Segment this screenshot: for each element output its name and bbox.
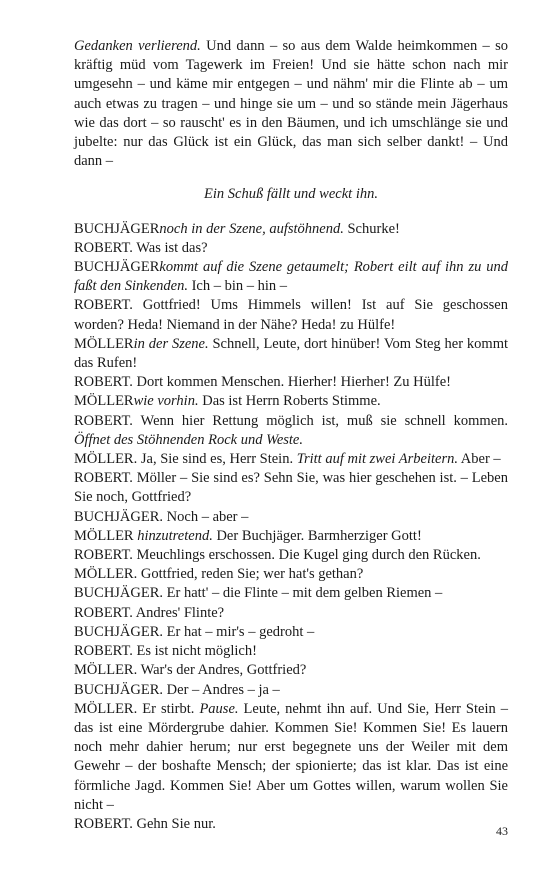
speech-text: Er stirbt. — [137, 700, 200, 717]
speaker-name: MÖLLER. — [74, 451, 138, 468]
speaker-name: BUCHJÄGER. — [74, 681, 164, 698]
speech-text: War's der Andres, Gottfried? — [137, 662, 307, 679]
dialogue-line — [74, 392, 508, 411]
dialogue-line — [74, 584, 508, 603]
speech-text: Schnell, Leute, dort hinüber! Vom Steg her kommt das Rufen! — [74, 335, 508, 372]
speech-text: Der – Andres – ja – — [163, 681, 280, 698]
stage-direction-inline: kommt auf die Szene getaumelt; Robert eilt auf ihn zu und faßt den Sinkenden. — [74, 259, 508, 295]
speaker-name: MÖLLER. — [74, 566, 138, 583]
dialogue-line — [74, 239, 508, 258]
speaker-name: ROBERT. — [74, 412, 133, 429]
dialogue-line — [74, 373, 508, 392]
stage-direction-inline: noch in der Szene, aufstöhnend. — [159, 220, 344, 237]
speaker-name: ROBERT. — [74, 643, 133, 660]
speech-text: Das ist Herrn Roberts Stimme. — [198, 393, 381, 410]
dialogue-line — [74, 565, 508, 584]
stage-direction-inline: Tritt auf mit zwei Arbeitern. — [296, 451, 458, 468]
dialogue-line — [74, 527, 508, 546]
speech-text: Er hat – mir's – gedroht – — [163, 623, 315, 640]
speech-text: Und dann – so aus dem Walde heimkommen – so kräftig müd vom Tagewerk im Freien! Und sie hätte schon nach mir umgesehn – und käme mir entgegen – und nähm' mir die Flinte ab – um auch etwas zu tragen – und hinge sie um – und so stände mein Jägerhaus wie das dort – so rauscht' es in den Bäumen, und ich umschlänge sie und jubelte: nur das Glück ist ein Glück, das man sich selber dankt! – Und dann – — [74, 38, 509, 170]
opening-paragraph — [74, 37, 508, 171]
dialogue-line — [74, 700, 508, 815]
stage-direction-inline: hinzutretend. — [137, 527, 213, 544]
stage-direction-inline: Gedanken verlierend. — [74, 38, 201, 54]
dialogue-line — [74, 258, 508, 296]
stage-direction-inline: in der Szene. — [133, 335, 209, 352]
speech-text: Gottfried, reden Sie; wer hat's gethan? — [137, 566, 364, 583]
speaker-name: MÖLLER — [74, 527, 134, 544]
speaker-name: ROBERT. — [74, 374, 133, 391]
dialogue-line — [74, 815, 508, 834]
dialogue — [74, 220, 508, 835]
speaker-name: ROBERT. — [74, 815, 133, 832]
speech-text: Wenn hier Rettung möglich ist, muß sie schnell kommen. — [132, 412, 508, 429]
dialogue-line — [74, 604, 508, 623]
dialogue-line — [74, 546, 508, 565]
speaker-name: ROBERT. — [74, 239, 133, 256]
dialogue-line — [74, 661, 508, 680]
dialogue-line — [74, 220, 508, 239]
dialogue-line — [74, 469, 508, 507]
speaker-name: ROBERT. — [74, 547, 133, 564]
speech-text: Dort kommen Menschen. Hierher! Hierher! Zu Hülfe! — [132, 374, 451, 391]
page-text — [74, 37, 508, 834]
speech-text: Andres' Flinte? — [132, 604, 225, 621]
speaker-name: ROBERT. — [74, 297, 133, 314]
speech-text: Leute, nehmt ihn auf. Und Sie, Herr Stein – das ist eine Mördergrube dahier. Kommen Sie! Kommen Sie! Es lauern noch mehr dahier herum; nur erst begegnete uns der Weiler mit dem Gewehr – der boshafte Mensch; der spionierte; das ist klar. Das ist eine förmliche Jagd. Kommen Sie! Aber um Gottes willen, warum wollen Sie nicht – — [74, 700, 509, 813]
speaker-name: BUCHJÄGER. — [74, 585, 164, 602]
speech-text: Ja, Sie sind es, Herr Stein. — [137, 451, 297, 468]
speech-text: Schurke! — [343, 220, 400, 237]
stage-direction-inline: Pause. — [199, 700, 239, 717]
speech-text: Der Buchjäger. Barmherziger Gott! — [212, 527, 422, 544]
speech-text: Noch – aber – — [163, 508, 249, 525]
page-number: 43 — [496, 824, 508, 838]
dialogue-line — [74, 623, 508, 642]
speech-text: Gehn Sie nur. — [132, 815, 216, 832]
stage-direction-centered: Ein Schuß fällt und weckt ihn. — [204, 186, 378, 203]
speech-text: Was ist das? — [132, 239, 208, 256]
speech-text: Möller – Sie sind es? Sehn Sie, was hier geschehen ist. – Leben Sie noch, Gottfried? — [74, 470, 508, 506]
speaker-name: BUCHJÄGER. — [74, 623, 164, 640]
speech-text: Ich – bin – hin – — [187, 278, 288, 295]
speaker-name: ROBERT. — [74, 470, 133, 487]
speech-text: Gottfried! Ums Himmels willen! Ist auf Sie geschossen worden? Heda! Niemand in der Nähe? Heda! zu Hülfe! — [74, 297, 508, 333]
dialogue-line — [74, 412, 508, 450]
speaker-name: BUCHJÄGER — [74, 259, 160, 276]
dialogue-line — [74, 642, 508, 661]
speech-text: Es ist nicht möglich! — [132, 643, 257, 660]
dialogue-line — [74, 681, 508, 700]
dialogue-line — [74, 508, 508, 527]
dialogue-line — [74, 335, 508, 373]
stage-direction-inline: Öffnet des Stöhnenden Rock und Weste. — [74, 431, 303, 448]
speaker-name: BUCHJÄGER — [74, 220, 160, 237]
speech-text: Meuchlings erschossen. Die Kugel ging durch den Rücken. — [132, 547, 481, 564]
dialogue-line — [74, 296, 508, 334]
speech-text: Aber – — [457, 451, 501, 468]
speaker-name: BUCHJÄGER. — [74, 508, 164, 525]
speaker-name: MÖLLER — [74, 393, 134, 410]
dialogue-line — [74, 450, 508, 469]
speaker-name: MÖLLER. — [74, 700, 138, 717]
speaker-name: ROBERT. — [74, 604, 133, 621]
speaker-name: MÖLLER — [74, 335, 134, 352]
stage-direction-inline: wie vorhin. — [133, 393, 199, 410]
speaker-name: MÖLLER. — [74, 662, 138, 679]
speech-text: Er hatt' – die Flinte – mit dem gelben Riemen – — [163, 585, 443, 602]
